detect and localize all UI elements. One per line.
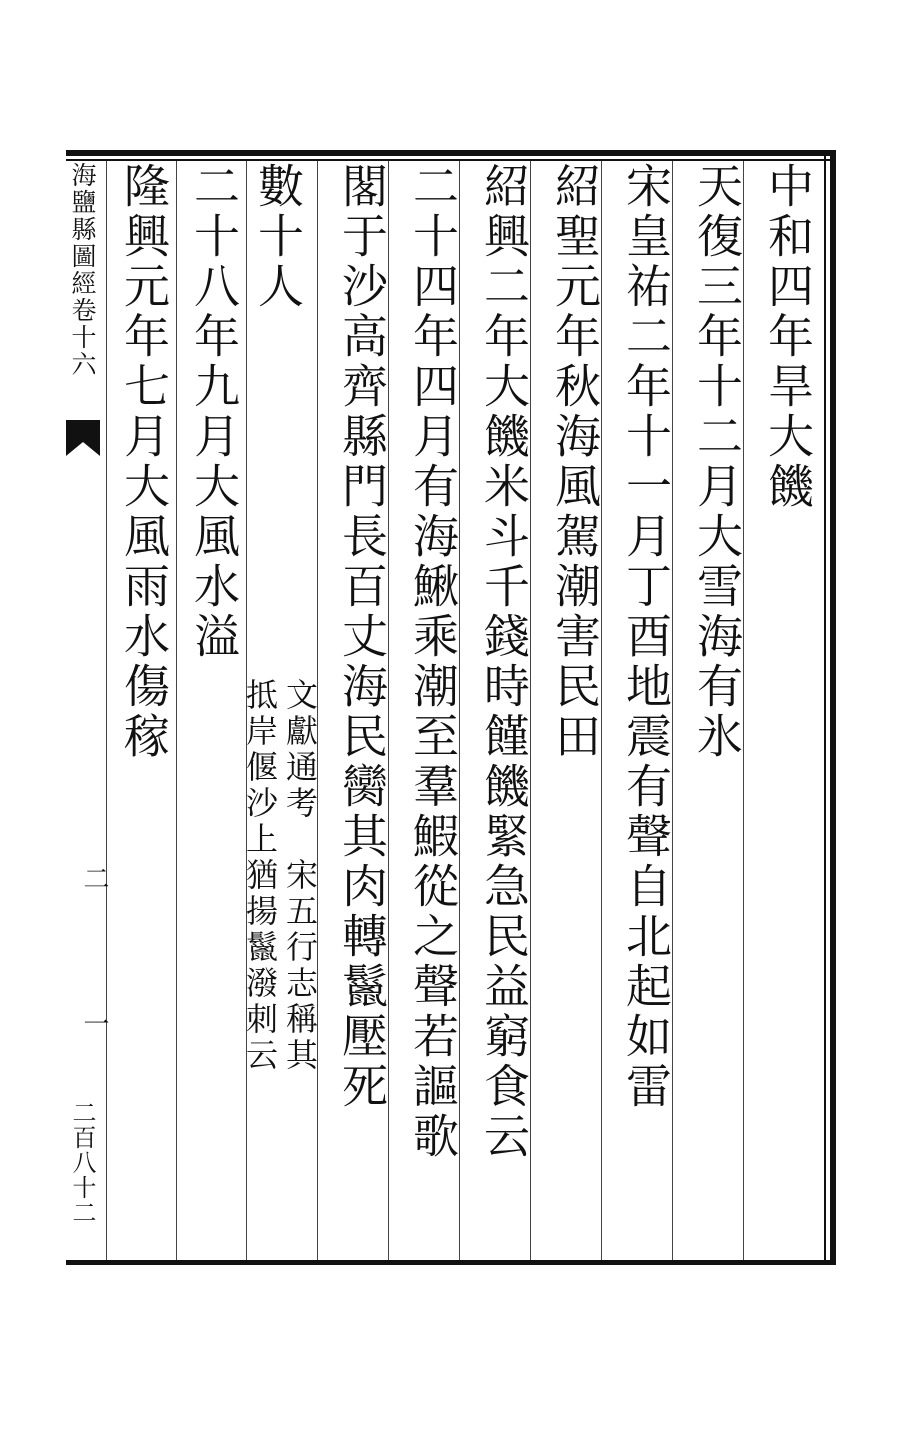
right-border-inner <box>824 150 826 1265</box>
text-column: 紹聖元年秋海風駕潮害民田 <box>548 162 602 762</box>
column-rule <box>176 161 177 1260</box>
text-column: 二十四年四月有海鰍乘潮至羣鰕從之聲若謳歌 <box>406 162 460 1162</box>
margin-mark: 二 <box>79 865 109 891</box>
text-column: 閣于沙高齊縣門長百丈海民臠其肉轉鬣壓死 <box>335 162 389 1112</box>
text-column: 中和四年旱大饑 <box>761 162 815 512</box>
book-title: 海鹽縣圖經卷十六 <box>68 162 97 378</box>
top-border <box>66 150 836 156</box>
annotation-column-right: 文獻通考 宋五行志稱其 <box>281 678 319 1074</box>
annotation-column-left: 抵岸偃沙上猶揚鬣潑刺云 <box>241 678 279 1074</box>
text-column: 隆興元年七月大風雨水傷稼 <box>117 162 171 762</box>
text-column: 紹興二年大饑米斗千錢時饉饑緊急民益窮食云 <box>477 162 531 1162</box>
text-column: 數十人 <box>251 162 305 312</box>
page-frame <box>66 150 836 1265</box>
fish-tail-mark <box>66 420 100 442</box>
right-border <box>830 150 836 1265</box>
text-column: 二十八年九月大風水溢 <box>187 162 241 662</box>
page-number: 二百八十二 <box>68 1100 96 1225</box>
text-column: 宋皇祐二年十一月丁酉地震有聲自北起如雷 <box>619 162 673 1112</box>
margin-mark: 一 <box>79 1010 109 1036</box>
text-column: 天復三年十二月大雪海有氷 <box>690 162 744 762</box>
bottom-border <box>66 1260 836 1265</box>
column-rule <box>106 161 107 1260</box>
top-border-inner <box>66 159 836 161</box>
